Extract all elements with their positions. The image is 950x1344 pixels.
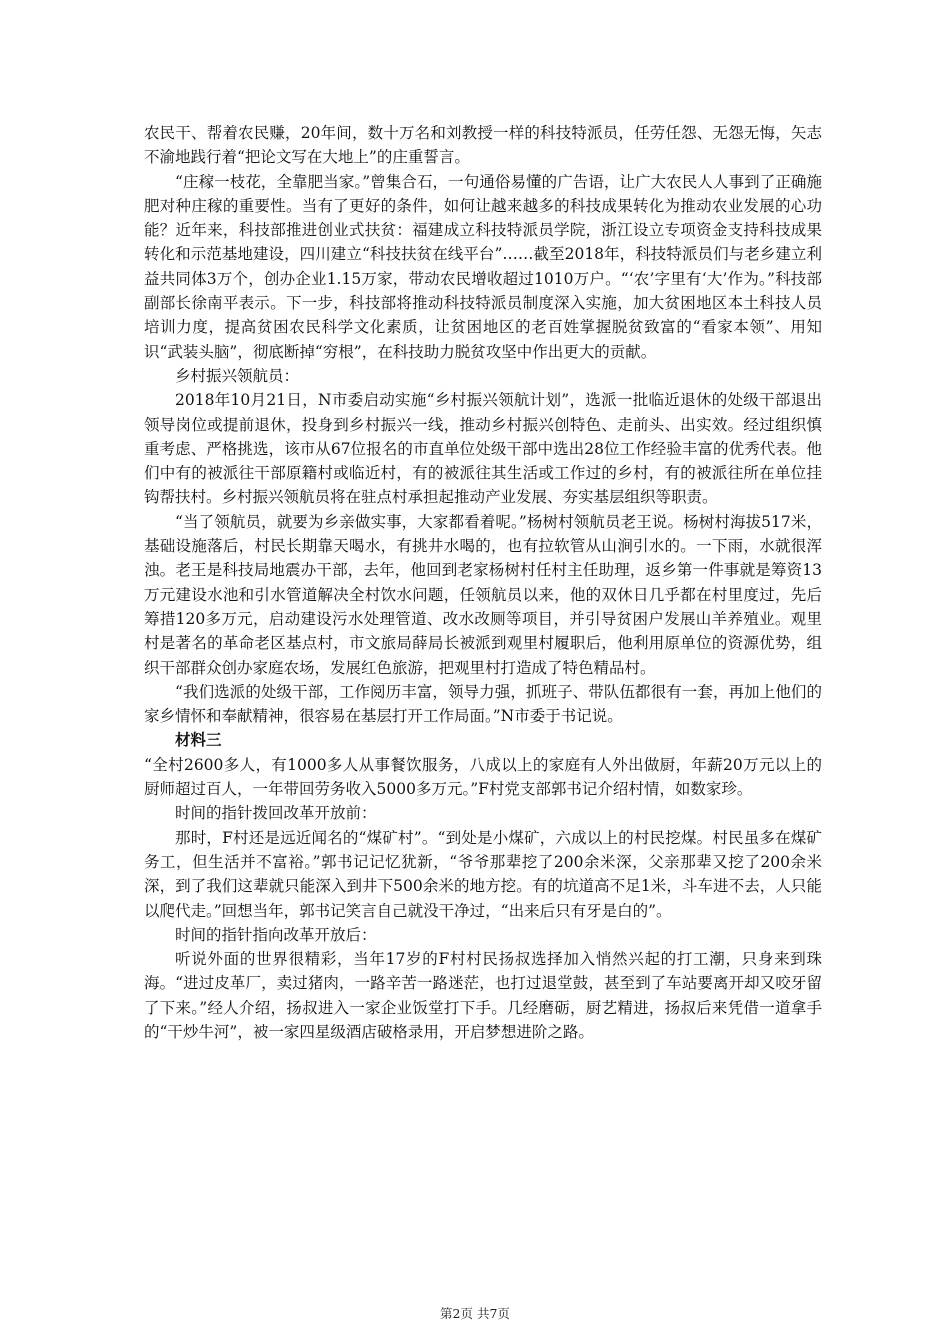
paragraph-coal-village: 那时，F村还是远近闻名的“煤矿村”。“到处是小煤矿，六成以上的村民挖煤。村民虽多在煤矿务工，但生活并不富裕。”郭书记记忆犹新，“爷爷那辈挖了200余米深，父亲那辈又挖了200余米深，到了我们这辈就只能深入到井下500余米的地方挖。有的坑道高不足1米，斗车进不去，人只能以爬代走。”回想当年，郭书记笑言自己就没干净过，“出来后只有牙是白的”。 — [144, 828, 822, 920]
subheading-after-reform: 时间的指针指向改革开放后： — [175, 925, 377, 944]
paragraph-uncle-yang: 听说外面的世界很精彩，当年17岁的F村村民扬叔选择加入悄然兴起的打工潮，只身来到珠海。“进过皮革厂，卖过猪肉，一路辛苦一路迷茫，也打过退堂鼓，甚至到了车站要离开却又咬牙留了下来。”经人介绍，扬叔进入一家企业饭堂打下手。几经磨砺，厨艺精进，扬叔后来凭借一道拿手的“干炒牛河”，被一家四星级酒店破格录用，开启梦想进阶之路。 — [144, 950, 822, 1041]
document-body — [144, 121, 822, 1044]
paragraph-secretary-quote: “我们选派的处级干部，工作阅历丰富，领导力强，抓班子、带队伍都很有一套，再加上他们的家乡情怀和奉献精神，很容易在基层打开工作局面。”N市委于书记说。 — [144, 682, 822, 726]
subheading-rural-navigator: 乡村振兴领航员： — [175, 366, 300, 385]
section-heading-material-three: 材料三 — [175, 731, 222, 750]
page-number-footer: 第2页 共7页 — [440, 1306, 510, 1321]
paragraph-continuation: 农民干、帮着农民赚，20年间，数十万名和刘教授一样的科技特派员，任劳任怨、无怨无悔，矢志不渝地践行着“把论文写在大地上”的庄重誓言。 — [144, 124, 822, 167]
subheading-before-reform: 时间的指针拨回改革开放前： — [175, 804, 377, 823]
paragraph-fertilizer: “庄稼一枝花，全靠肥当家。”曾集合石，一句通俗易懂的广告语，让广大农民人人事到了正确施肥对种庄稼的重要性。当有了更好的条件，如何让越来越多的科技成果转化为推动农业发展的心功能？近年来，科技部推进创业式扶贫：福建成立科技特派员学院，浙江设立专项资金支持科技成果转化和示范基地建设，四川建立“科技扶贫在线平台”……截至2018年，科技特派员们与老乡建立利益共同体3万个，创办企业1.15万家，带动农民增收超过1010万户。“‘农’字里有‘大’作为。”科技部副部长徐南平表示。下一步，科技部将推动科技特派员制度深入实施，加大贫困地区本土科技人员培训力度，提高贫困农民科学文化素质，让贫困地区的老百姓掌握脱贫致富的“看家本领”、用知识“武装头脑”，彻底断掉“穷根”，在科技助力脱贫攻坚中作出更大的贡献。 — [144, 172, 822, 361]
paragraph-yangshu-village: “当了领航员，就要为乡亲做实事，大家都看着呢。”杨树村领航员老王说。杨树村海拔517米，基础设施落后，村民长期靠天喝水，有挑井水喝的，也有拉软管从山涧引水的。一下雨，水就很浑浊。老王是科技局地震办干部，去年，他回到老家杨树村任村主任助理，返乡第一件事就是筹资13万元建设水池和引水管道解决全村饮水问题，任领航员以来，他的双休日几乎都在村里度过，先后筹措120多万元，启动建设污水处理管道、改水改厕等项目，并引导贫困户发展山羊养殖业。观里村是著名的革命老区基点村，市文旅局薛局长被派到观里村履职后，他利用原单位的资源优势，组织干部群众创办家庭农场，发展红色旅游，把观里村打造成了特色精品村。 — [144, 512, 822, 677]
paragraph-navigator-plan: 2018年10月21日，N市委启动实施“乡村振兴领航计划”，选派一批临近退休的处级干部退出领导岗位或提前退休，投身到乡村振兴一线，推动乡村振兴创特色、走前头、出实效。经过组织慎重考虑、严格挑选，该市从67位报名的市直单位处级干部中选出28位工作经验丰富的优秀代表。他们中有的被派往干部原籍村或临近村，有的被派往其生活或工作过的乡村，有的被派往所在单位挂钩帮扶村。乡村振兴领航员将在驻点村承担起推动产业发展、夯实基层组织等职责。 — [144, 391, 822, 507]
paragraph-f-village-intro: “全村2600多人，有1000多人从事餐饮服务，八成以上的家庭有人外出做厨，年薪20万元以上的厨师超过百人，一年带回劳务收入5000多万元。”F村党支部郭书记介绍村情，如数家珍。 — [144, 755, 822, 799]
